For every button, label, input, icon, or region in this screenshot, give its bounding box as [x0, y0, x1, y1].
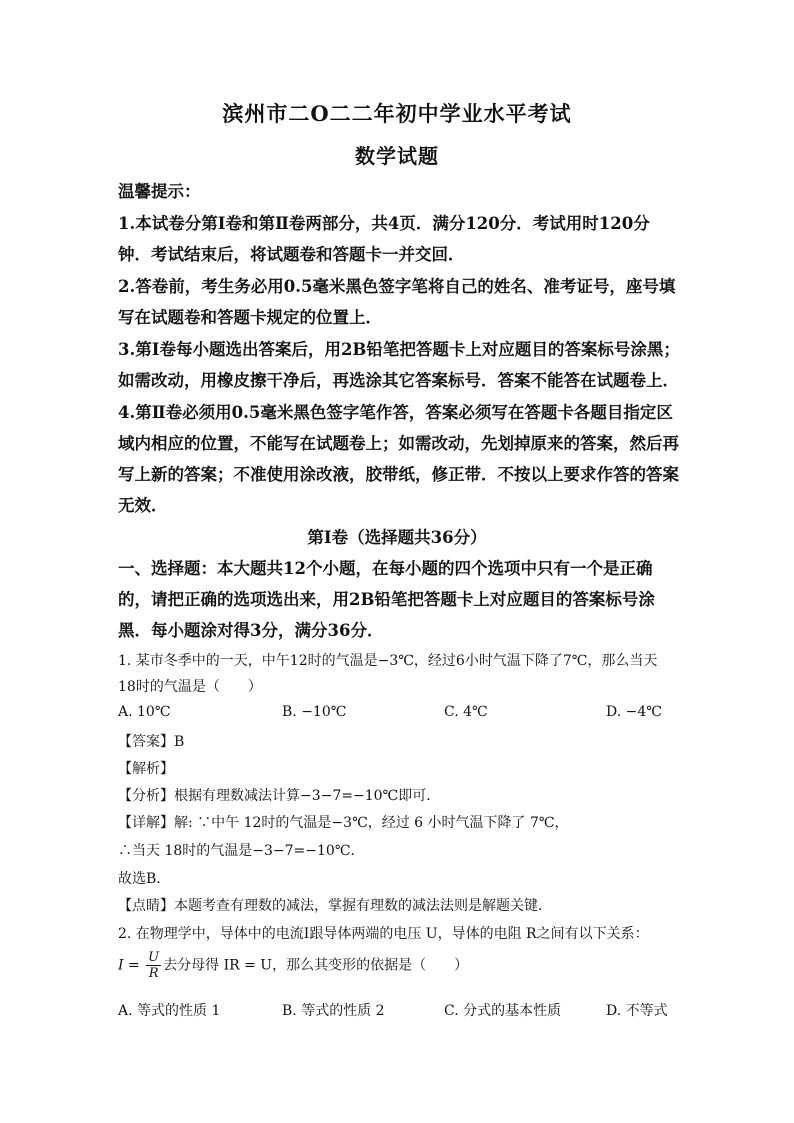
q1-analysis: 【分析】根据有理数减法计算−3−7=−10℃即可． — [118, 788, 441, 804]
notice-heading: 温馨提示： — [118, 182, 201, 201]
q1-option-c: C. 4℃ — [444, 704, 488, 720]
notice-line: 无效． — [118, 496, 168, 515]
exam-title: 滨州市二O二二年初中学业水平考试 — [222, 101, 572, 126]
q1-stem-line1: 1. 某市冬季中的一天，中午12时的气温是−3℃，经过6小时气温下降了7℃，那么当天 — [118, 653, 658, 669]
notice-line: 1.本试卷分第Ⅰ卷和第Ⅱ卷两部分，共4页．满分120分．考试用时120分 — [118, 214, 650, 233]
q1-option-a: A. 10℃ — [118, 704, 171, 720]
q1-option-b: B. −10℃ — [282, 704, 347, 720]
q1-stem-line2: 18时的气温是（ ） — [118, 679, 262, 695]
section-instruction: 的，请把正确的选项选出来，用2B铅笔把答题卡上对应题目的答案标号涂 — [118, 590, 655, 609]
q2-fraction-numerator: U — [148, 950, 160, 965]
q2-formula-lhs: I = — [118, 957, 140, 974]
notice-line: 写在试题卷和答题卡规定的位置上． — [118, 308, 382, 327]
q2-fraction — [146, 950, 161, 981]
q2-stem-line2 — [118, 950, 468, 981]
notice-line: 域内相应的位置，不能写在试题卷上；如需改动，先划掉原来的答案，然后再 — [118, 434, 679, 453]
q2-option-a: A. 等式的性质 1 — [118, 1003, 221, 1019]
notice-line: 4.第Ⅱ卷必须用0.5毫米黑色签字笔作答，答案必须写在答题卡各题目指定区 — [118, 403, 673, 422]
q2-stem-line1: 2. 在物理学中，导体中的电流Ⅰ跟导体两端的电压 U，导体的电阻 R之间有以下关系： — [118, 926, 649, 942]
q1-analysis-heading: 【解析】 — [118, 761, 174, 777]
q2-stem-rest: 去分母得 IR = U，那么其变形的依据是（ ） — [163, 957, 469, 974]
section-title: 第Ⅰ卷（选择题共36分） — [307, 528, 487, 547]
q1-option-d: D. −4℃ — [606, 704, 662, 720]
exam-subtitle: 数学试题 — [355, 144, 439, 168]
notice-line: 写上新的答案；不准使用涂改液，胶带纸，修正带．不按以上要求作答的答案 — [118, 465, 679, 484]
q1-comment: 【点睛】本题考查有理数的减法，掌握有理数的减法法则是解题关键． — [118, 898, 552, 914]
q1-answer: 【答案】B — [118, 734, 185, 750]
q2-option-b: B. 等式的性质 2 — [282, 1003, 385, 1019]
q2-option-c: C. 分式的基本性质 — [444, 1003, 562, 1019]
notice-line: 2.答卷前，考生务必用0.5毫米黑色签字笔将自己的姓名、准考证号，座号填 — [118, 277, 676, 296]
notice-line: 钟．考试结束后，将试题卷和答题卡一并交回． — [118, 245, 465, 264]
q1-conclusion: 故选B． — [118, 871, 171, 887]
q1-detail-line1: 【详解】解: ∵中午 12时的气温是−3℃，经过 6 小时气温下降了 7℃， — [118, 815, 569, 831]
q2-fraction-denominator: R — [148, 966, 159, 981]
q1-detail-line2: ∴当天 18时的气温是−3−7=−10℃． — [118, 843, 365, 859]
section-instruction: 一、选择题：本大题共12个小题，在每小题的四个选项中只有一个是正确 — [118, 559, 653, 578]
section-instruction: 黑．每小题涂对得3分，满分36分． — [118, 621, 384, 640]
notice-line: 如需改动，用橡皮擦干净后，再选涂其它答案标号．答案不能答在试题卷上． — [118, 371, 679, 390]
notice-line: 3.第Ⅰ卷每小题选出答案后，用2B铅笔把答题卡上对应题目的答案标号涂黑； — [118, 340, 680, 359]
q2-option-d: D. 不等式 — [606, 1003, 668, 1019]
